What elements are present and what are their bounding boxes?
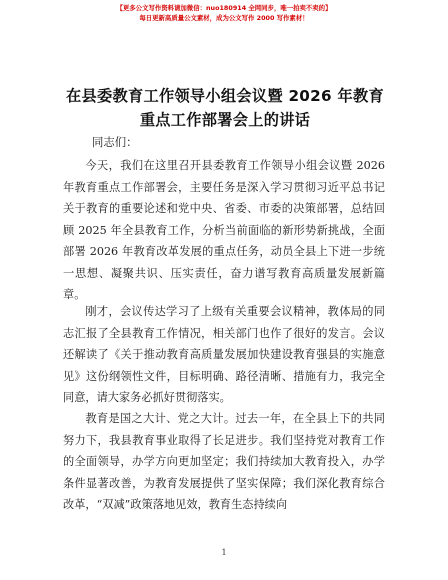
promo-header-line-2: 每日更新高质量公文素材，成为公文写作 2000 写作素材！ <box>139 14 309 22</box>
promo-header-banner <box>0 3 448 23</box>
salutation: 同志们： <box>92 135 138 149</box>
promo-header-line-1: 【更多公文写作资料请加微信：nuo180914 全网同步，唯一拍卖不卖的】 <box>116 4 332 12</box>
page-number: 1 <box>221 548 227 557</box>
body-paragraph-1: 今天，我们在这里召开县委教育工作领导小组会议暨 2026 年教育重点工作部署会，主要任务是深入学习贯彻习近平总书记关于教育的重要论述和党中央、省委、市委的决策部署，总结回顾 2025 年全县教育工作，分析当前面临的新形势新挑战，全面部署 2026 年教育改革发展的重点任务，动员全县上下进一步统一思想、凝聚共识、压实责任，奋力谱写教育高质量发展新篇章。 <box>63 159 385 301</box>
document-title: 在县委教育工作领导小组会议暨 2026 年教育重点工作部署会上的讲话 <box>66 87 384 129</box>
body-paragraph-3: 教育是国之大计、党之大计。过去一年，在全县上下的共同努力下，我县教育事业取得了长足进步。我们坚持党对教育工作的全面领导，办学方向更加坚定；我们持续加大教育投入，办学条件显著改善，为教育发展提供了坚实保障；我们深化教育综合改革，“双减”政策落地见效，教育生态持续向 <box>63 412 385 511</box>
body-paragraph-2: 刚才，会议传达学习了上级有关重要会议精神，教体局的同志汇报了全县教育工作情况，相关部门也作了很好的发言。会议还解读了《关于推动教育高质量发展加快建设教育强县的实施意见》这份纲领性文件，目标明确、路径清晰、措施有力，我完全同意，请大家务必抓好贯彻落实。 <box>63 305 385 404</box>
